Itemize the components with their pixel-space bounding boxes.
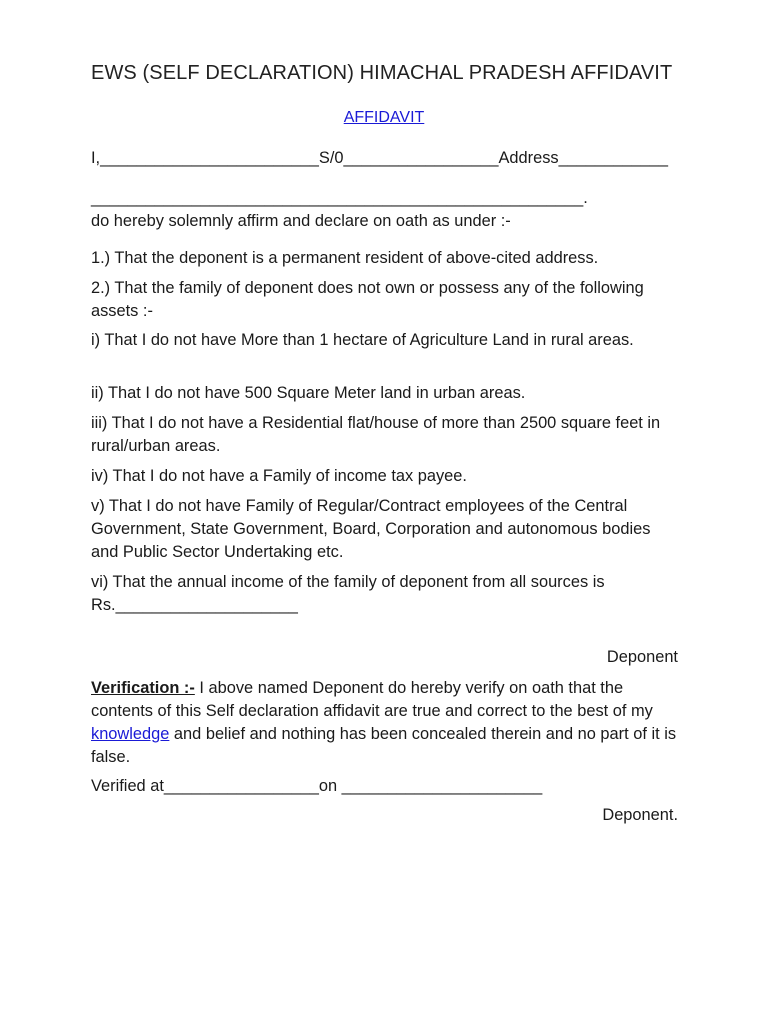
document-title: EWS (SELF DECLARATION) HIMACHAL PRADESH AFFIDAVIT (91, 62, 673, 84)
item-ii: ii) That I do not have 500 Square Meter land in urban areas. (91, 384, 526, 402)
knowledge-link[interactable]: knowledge (91, 725, 170, 743)
item-2: 2.) That the family of deponent does not own or possess any of the following assets :- (91, 279, 644, 320)
verification-text-2: and belief and nothing has been concealed therein and no part of it is false. (91, 725, 677, 766)
verification-label: Verification :- (91, 679, 195, 697)
address-field-line: ______________________________________________________. (91, 189, 588, 207)
affidavit-link[interactable]: AFFIDAVIT (343, 109, 425, 126)
deponent-signature-2: Deponent. (602, 806, 678, 824)
item-iv: iv) That I do not have a Family of income tax payee. (91, 467, 467, 485)
verification-text-1: I above named Deponent do hereby verify on oath that the contents of this Self declaration affidavit are true and correct to the best of my (91, 679, 653, 720)
declaration-intro: do hereby solemnly affirm and declare on oath as under :- (91, 212, 511, 230)
verification-paragraph (91, 677, 681, 769)
item-vi: vi) That the annual income of the family of deponent from all sources is Rs.____________________ (91, 573, 605, 614)
verified-at-line: Verified at_________________on ______________________ (91, 777, 543, 795)
name-field-line: I,________________________S/0_________________Address____________ (91, 149, 668, 167)
item-i: i) That I do not have More than 1 hectare of Agriculture Land in rural areas. (91, 331, 634, 349)
deponent-signature-1: Deponent (606, 648, 678, 666)
item-1: 1.) That the deponent is a permanent resident of above-cited address. (91, 249, 599, 267)
item-iii: iii) That I do not have a Residential flat/house of more than 2500 square feet in rural/urban areas. (91, 414, 661, 455)
item-v: v) That I do not have Family of Regular/Contract employees of the Central Government, State Government, Board, Corporation and autonomous bodies and Public Sector Undertaking etc. (91, 497, 651, 561)
